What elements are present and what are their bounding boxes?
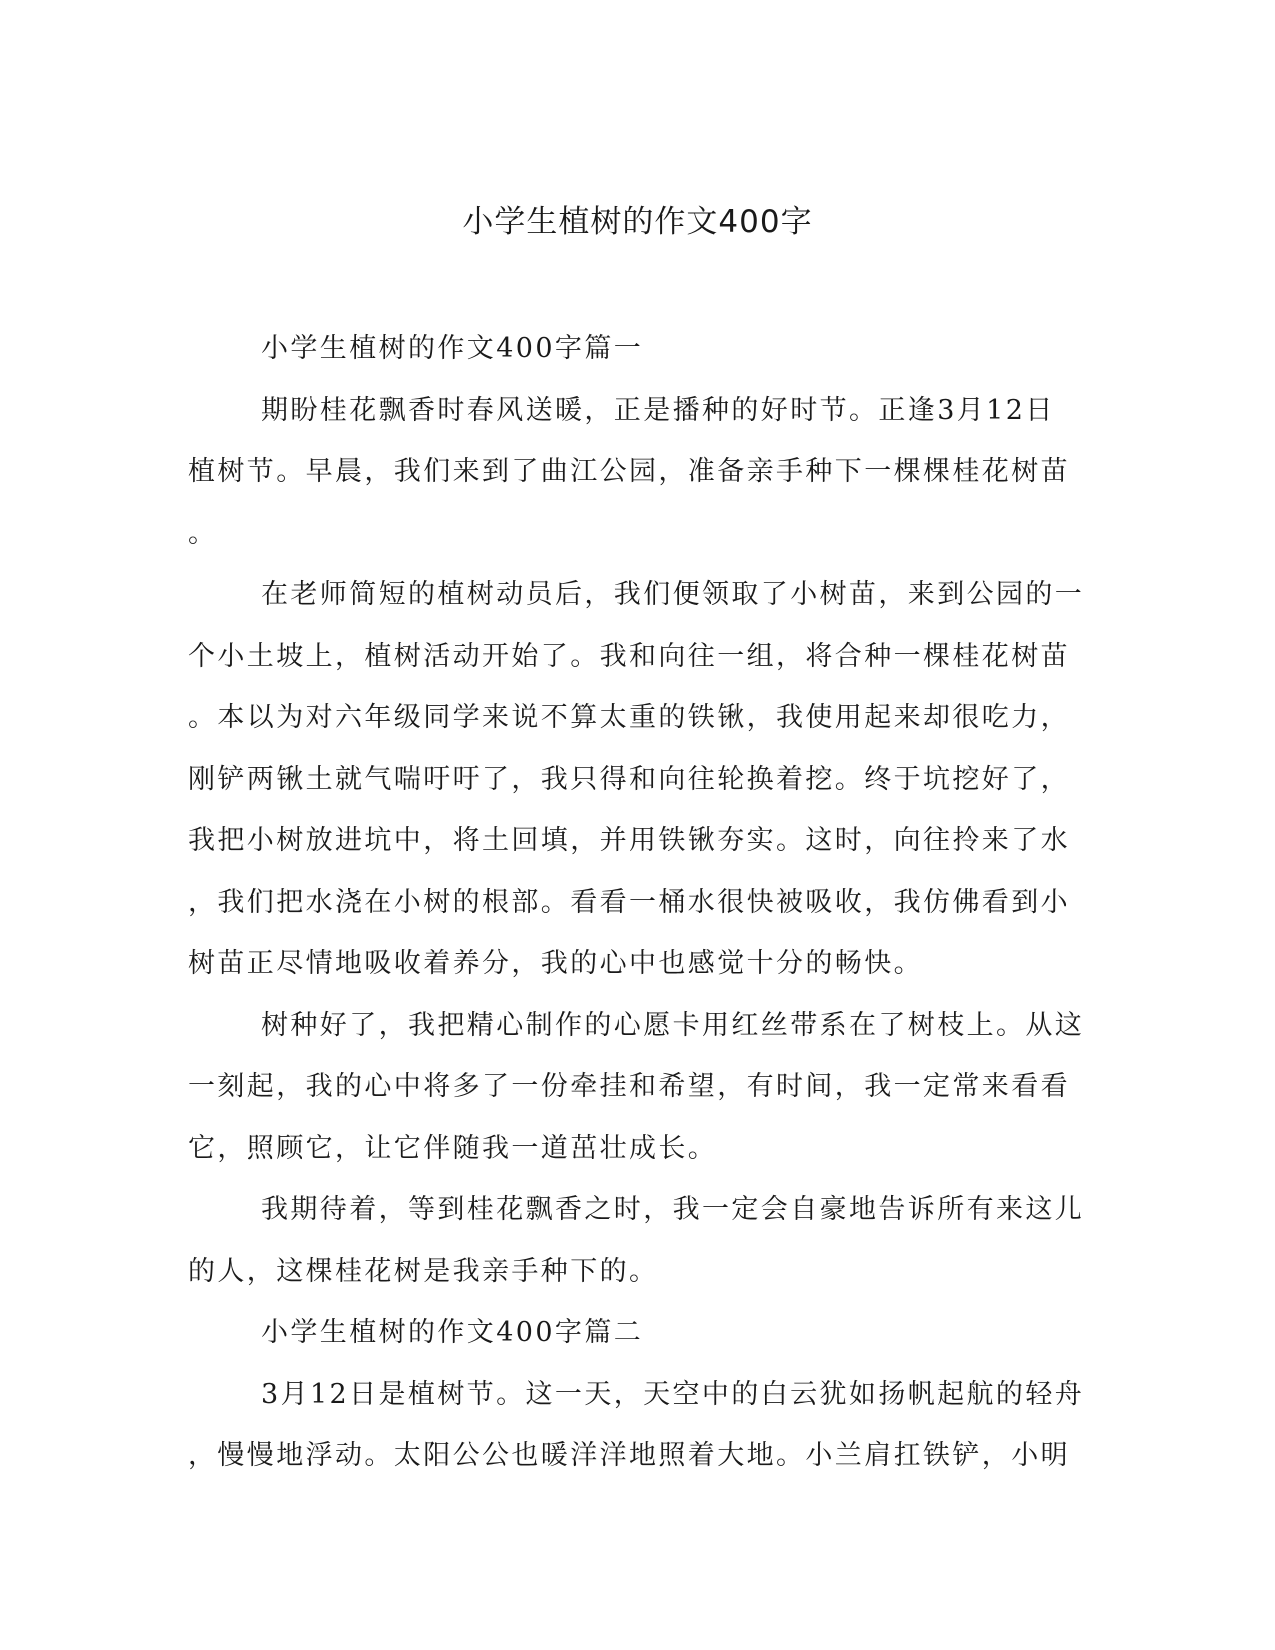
text-line: 小学生植树的作文400字篇一 <box>261 333 644 364</box>
text-line: ，我们把水浇在小树的根部。看看一桶水很快被吸收，我仿佛看到小 <box>188 886 1070 918</box>
text-line: 一刻起，我的心中将多了一份牵挂和希望，有时间，我一定常来看看 <box>188 1071 1070 1102</box>
text-line: 3月12日是植树节。这一天，天空中的白云犹如扬帆起航的轻舟 <box>261 1378 1085 1410</box>
text-line: 树苗正尽情地吸收着养分，我的心中也感觉十分的畅快。 <box>188 948 923 979</box>
text-line: 的人，这棵桂花树是我亲手种下的。 <box>188 1255 659 1287</box>
document-title: 小学生植树的作文400字 <box>462 204 813 240</box>
text-line: 期盼桂花飘香时春风送暖，正是播种的好时节。正逢3月12日 <box>261 394 1055 426</box>
text-line: 。本以为对六年级同学来说不算太重的铁锹，我使用起来却很吃力， <box>188 702 1070 733</box>
text-line: 树种好了，我把精心制作的心愿卡用红丝带系在了树枝上。从这 <box>261 1009 1085 1041</box>
text-line: 它，照顾它，让它伴随我一道茁壮成长。 <box>188 1132 718 1164</box>
text-line: 我把小树放进坑中，将土回填，并用铁锹夯实。这时，向往拎来了水 <box>188 825 1070 856</box>
text-line: 刚铲两锹土就气喘吁吁了，我只得和向往轮换着挖。终于坑挖好了， <box>188 763 1070 795</box>
document-body <box>188 318 1088 1487</box>
text-line: 在老师简短的植树动员后，我们便领取了小树苗，来到公园的一 <box>261 579 1085 610</box>
text-line: ，慢慢地浮动。太阳公公也暖洋洋地照着大地。小兰肩扛铁铲，小明 <box>188 1440 1070 1471</box>
text-line: 个小土坡上，植树活动开始了。我和向往一组，将合种一棵桂花树苗 <box>188 640 1070 672</box>
text-line: 小学生植树的作文400字篇二 <box>261 1317 644 1348</box>
text-line: 我期待着，等到桂花飘香之时，我一定会自豪地告诉所有来这儿 <box>261 1194 1085 1225</box>
text-line: 。 <box>188 517 218 549</box>
text-line: 植树节。早晨，我们来到了曲江公园，准备亲手种下一棵棵桂花树苗 <box>188 456 1070 487</box>
